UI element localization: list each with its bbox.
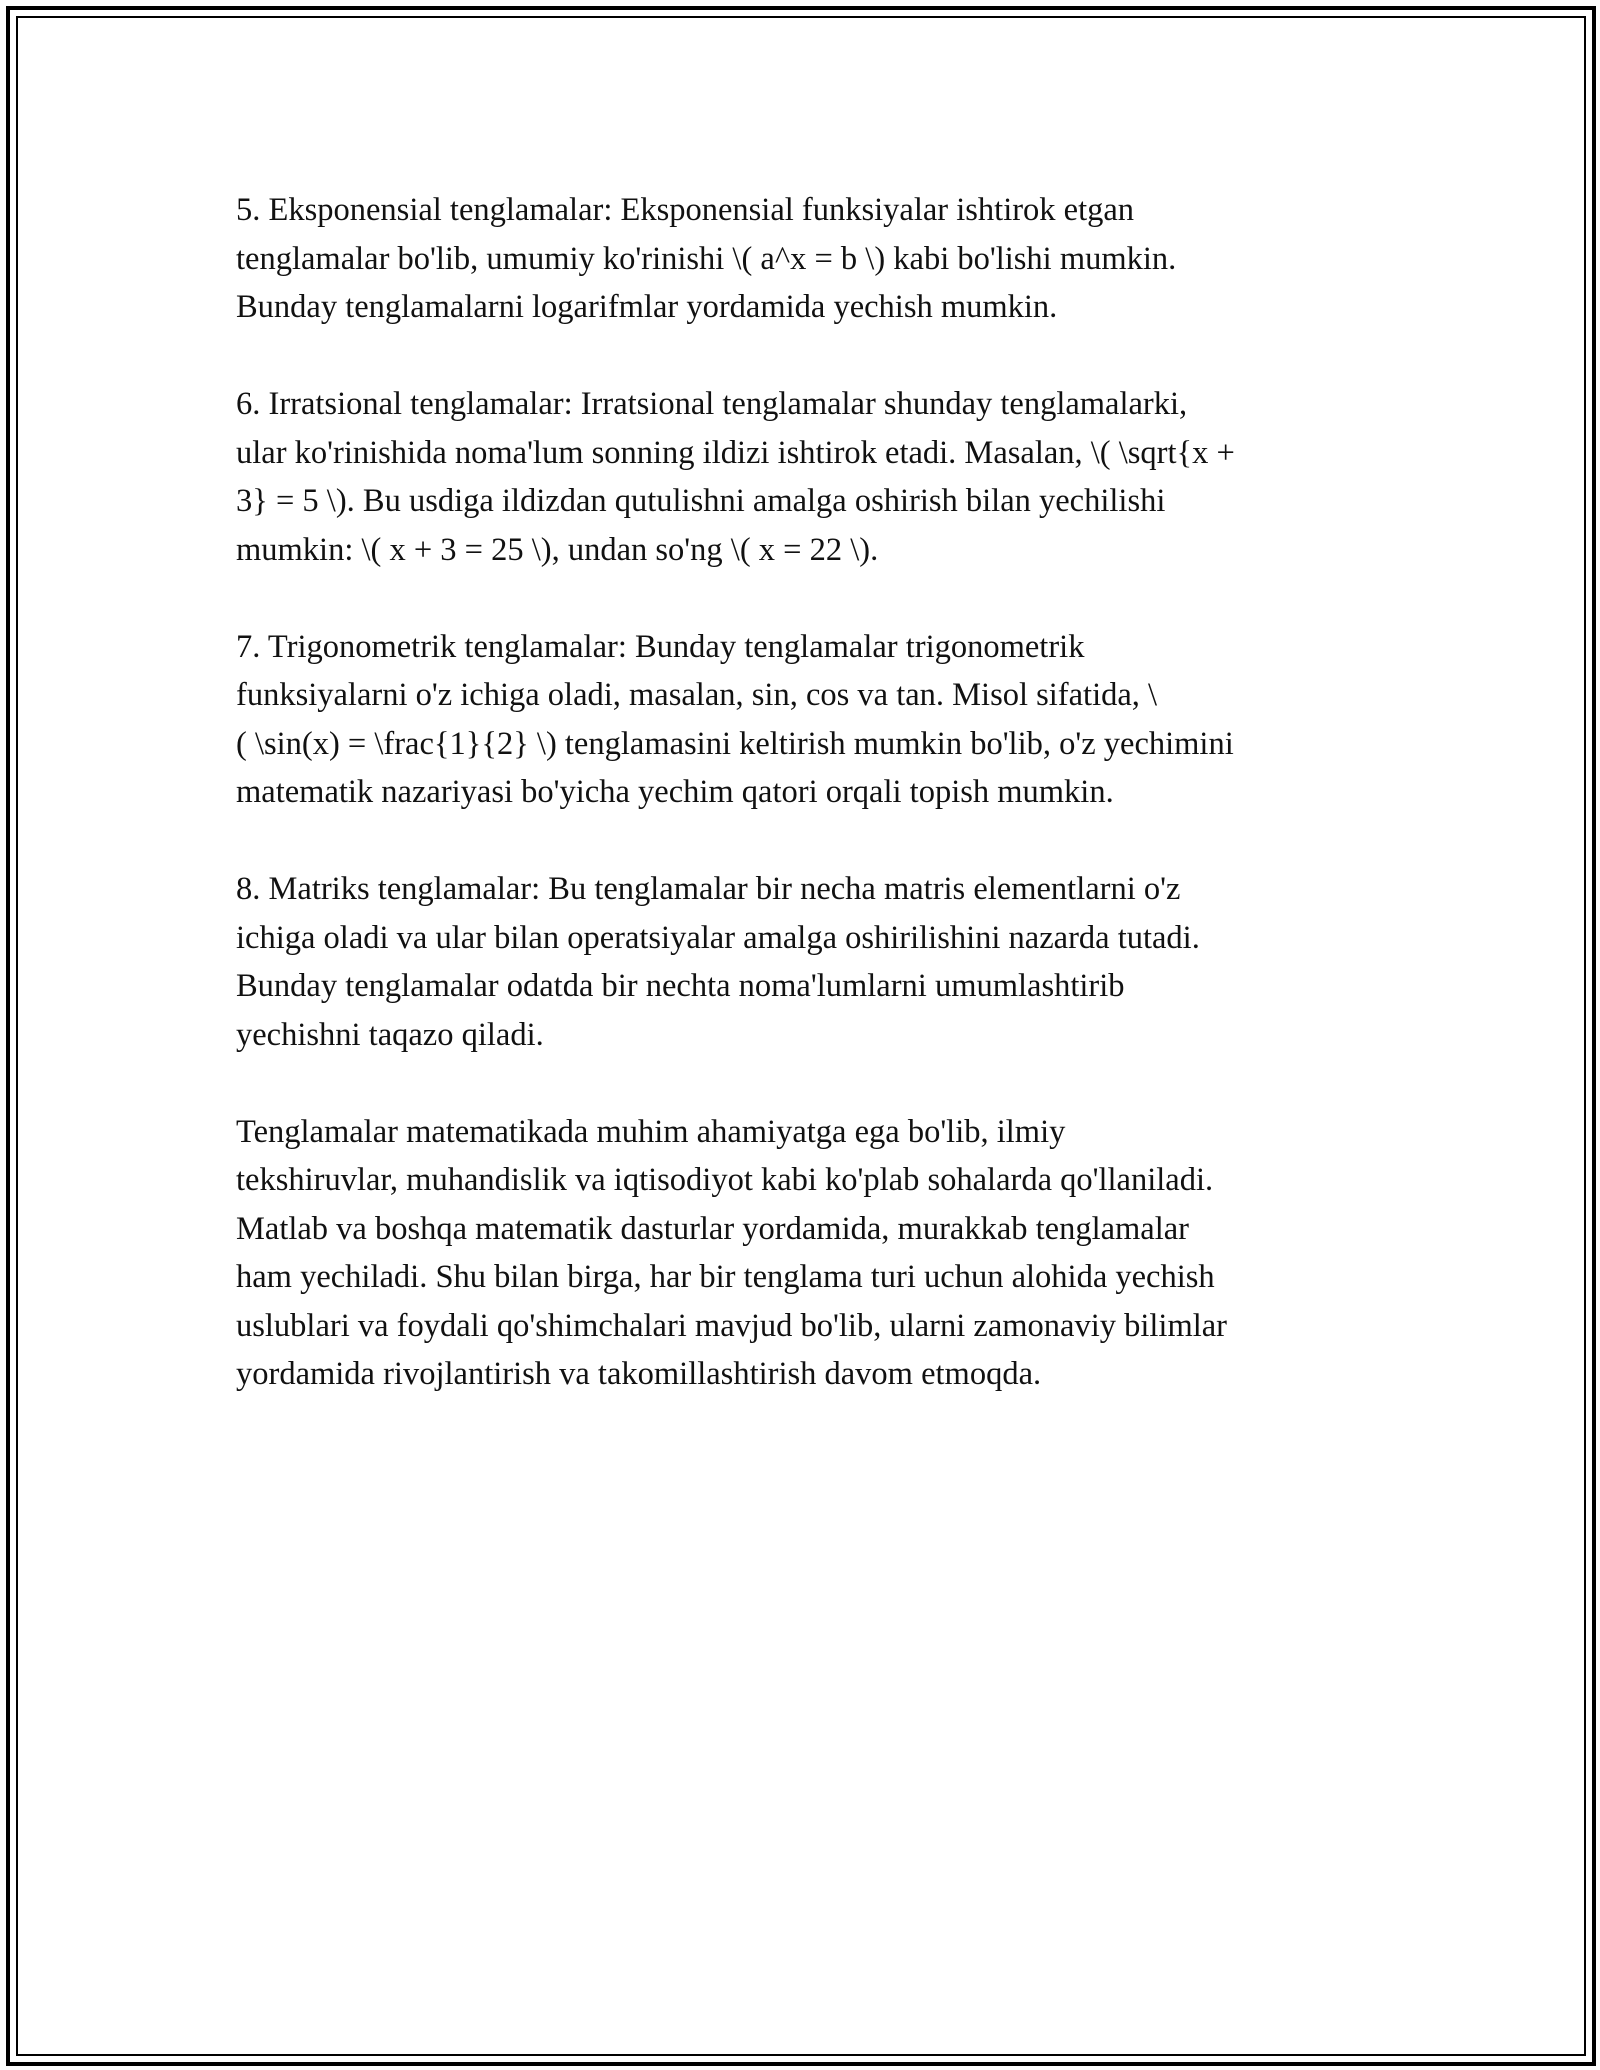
text-line: yordamida rivojlantirish va takomillashtirish davom etmoqda. <box>236 1356 1042 1392</box>
paragraph-matrix-equations <box>236 865 1372 1059</box>
text-line: ham yechiladi. Shu bilan birga, har bir tenglama turi uchun alohida yechish <box>236 1259 1215 1295</box>
text-line: mumkin: \( x + 3 = 25 \), undan so'ng \( x = 22 \). <box>236 531 879 568</box>
paragraph-trigonometric-equations <box>236 623 1372 817</box>
text-line: Tenglamalar matematikada muhim ahamiyatga ega bo'lib, ilmiy <box>236 1113 1066 1150</box>
text-line: uslublari va foydali qo'shimchalari mavjud bo'lib, ularni zamonaviy bilimlar <box>236 1307 1227 1344</box>
paragraph-irrational-equations <box>236 380 1372 574</box>
text-line: tenglamalar bo'lib, umumiy ko'rinishi \( a^x = b \) kabi bo'lishi mumkin. <box>236 240 1177 277</box>
text-line: 6. Irratsional tenglamalar: Irratsional tenglamalar shunday tenglamalarki, <box>236 386 1188 422</box>
text-line: yechishni taqazo qiladi. <box>236 1016 544 1053</box>
document-body <box>236 186 1372 1447</box>
text-line: Bunday tenglamalarni logarifmlar yordamida yechish mumkin. <box>236 289 1058 325</box>
text-line: Bunday tenglamalar odatda bir nechta noma'lumlarni umumlashtirib <box>236 968 1125 1004</box>
text-line: 5. Eksponensial tenglamalar: Eksponensial funksiyalar ishtirok etgan <box>236 192 1135 228</box>
text-line: ( \sin(x) = \frac{1}{2} \) tenglamasini keltirish mumkin bo'lib, o'z yechimini <box>236 725 1234 762</box>
text-line: funksiyalarni o'z ichiga oladi, masalan, sin, cos va tan. Misol sifatida, \ <box>236 677 1158 713</box>
paragraph-exponential-equations <box>236 186 1372 332</box>
text-line: 7. Trigonometrik tenglamalar: Bunday tenglamalar trigonometrik <box>236 628 1085 665</box>
text-line: 3} = 5 \). Bu usdiga ildizdan qutulishni amalga oshirish bilan yechilishi <box>236 483 1166 519</box>
text-line: tekshiruvlar, muhandislik va iqtisodiyot kabi ko'plab sohalarda qo'llaniladi. <box>236 1162 1214 1198</box>
paragraph-conclusion <box>236 1108 1372 1399</box>
text-line: ichiga oladi va ular bilan operatsiyalar amalga oshirilishini nazarda tutadi. <box>236 919 1200 956</box>
text-line: 8. Matriks tenglamalar: Bu tenglamalar bir necha matris elementlarni o'z <box>236 871 1181 907</box>
text-line: Matlab va boshqa matematik dasturlar yordamida, murakkab tenglamalar <box>236 1210 1190 1247</box>
text-line: ular ko'rinishida noma'lum sonning ildizi ishtirok etadi. Masalan, \( \sqrt{x + <box>236 434 1235 471</box>
text-line: matematik nazariyasi bo'yicha yechim qatori orqali topish mumkin. <box>236 774 1114 810</box>
